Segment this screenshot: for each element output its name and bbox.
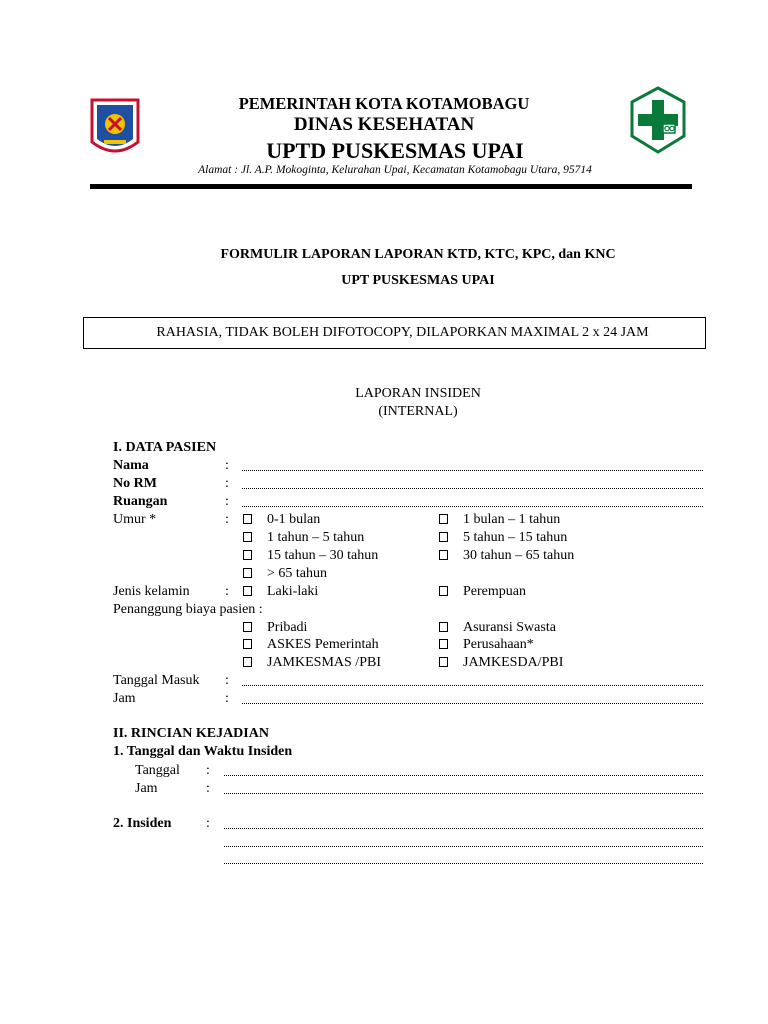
checkbox-icon (439, 514, 448, 524)
colon: : (206, 816, 210, 831)
nama-label: Nama (113, 458, 149, 473)
insiden-field-line[interactable] (224, 827, 703, 829)
report-title: LAPORAN INSIDEN (355, 386, 481, 401)
institution-address: Alamat : Jl. A.P. Mokoginta, Kelurahan Upai, Kecamatan Kotamobagu Utara, 95714 (198, 164, 592, 176)
nama-field[interactable] (242, 469, 703, 471)
biaya-option[interactable]: JAMKESDA/PBI (439, 654, 563, 672)
confidential-notice: RAHASIA, TIDAK BOLEH DIFOTOCOPY, DILAPORKAN MAXIMAL 2 x 24 JAM (83, 317, 706, 349)
umur-label: Umur * (113, 512, 157, 527)
insiden-field-line[interactable] (224, 845, 703, 847)
jam-masuk-field[interactable] (242, 702, 703, 704)
colon: : (225, 691, 229, 706)
section-1-heading: I. DATA PASIEN (113, 440, 217, 455)
umur-option[interactable]: 0-1 bulan (243, 511, 320, 529)
tanggal-masuk-field[interactable] (242, 684, 703, 686)
checkbox-icon (243, 657, 252, 667)
form-title: FORMULIR LAPORAN LAPORAN KTD, KTC, KPC, dan KNC (220, 247, 616, 262)
jam-insiden-label: Jam (135, 781, 158, 796)
item-2-insiden-label: 2. Insiden (113, 816, 172, 831)
colon: : (225, 584, 229, 599)
umur-option[interactable]: 1 bulan – 1 tahun (439, 511, 560, 529)
department-name: DINAS KESEHATAN (293, 114, 475, 135)
colon: : (225, 458, 229, 473)
biaya-option[interactable]: JAMKESMAS /PBI (243, 654, 381, 672)
umur-option[interactable]: 1 tahun – 5 tahun (243, 529, 364, 547)
ruangan-field[interactable] (242, 505, 703, 507)
biaya-label: Penanggung biaya pasien : (113, 602, 263, 617)
checkbox-icon (439, 622, 448, 632)
checkbox-icon (243, 550, 252, 560)
colon: : (206, 781, 210, 796)
umur-option[interactable]: 5 tahun – 15 tahun (439, 529, 567, 547)
checkbox-icon (243, 532, 252, 542)
checkbox-icon (439, 586, 448, 596)
jam-insiden-field[interactable] (224, 792, 703, 794)
checkbox-icon (439, 639, 448, 649)
norm-label: No RM (113, 476, 157, 491)
form-subtitle: UPT PUSKESMAS UPAI (341, 273, 495, 288)
umur-option[interactable]: 15 tahun – 30 tahun (243, 547, 378, 565)
biaya-option[interactable]: Pribadi (243, 619, 307, 637)
puskesmas-logo-icon (630, 86, 686, 154)
government-name: PEMERINTAH KOTA KOTAMOBAGU (238, 94, 530, 113)
colon: : (225, 673, 229, 688)
tanggal-insiden-field[interactable] (224, 774, 703, 776)
umur-option[interactable]: > 65 tahun (243, 565, 327, 583)
checkbox-icon (243, 639, 252, 649)
checkbox-icon (439, 532, 448, 542)
tanggal-masuk-label: Tanggal Masuk (113, 673, 200, 688)
ruangan-label: Ruangan (113, 494, 168, 509)
jk-option[interactable]: Perempuan (439, 583, 526, 601)
colon: : (225, 476, 229, 491)
biaya-option[interactable]: ASKES Pemerintah (243, 636, 379, 654)
section-2-heading: II. RINCIAN KEJADIAN (113, 726, 269, 741)
institution-name: UPTD PUSKESMAS UPAI (266, 138, 524, 163)
report-subtitle: (INTERNAL) (378, 404, 458, 419)
tanggal-insiden-label: Tanggal (135, 763, 180, 778)
checkbox-icon (439, 657, 448, 667)
jk-label: Jenis kelamin (113, 584, 190, 599)
checkbox-icon (439, 550, 448, 560)
biaya-option[interactable]: Asuransi Swasta (439, 619, 556, 637)
colon: : (225, 512, 229, 527)
norm-field[interactable] (242, 487, 703, 489)
umur-option[interactable]: 30 tahun – 65 tahun (439, 547, 574, 565)
checkbox-icon (243, 622, 252, 632)
colon: : (206, 763, 210, 778)
jam-masuk-label: Jam (113, 691, 136, 706)
letterhead-divider (90, 184, 692, 189)
colon: : (225, 494, 229, 509)
checkbox-icon (243, 586, 252, 596)
jk-option[interactable]: Laki-laki (243, 583, 318, 601)
biaya-option[interactable]: Perusahaan* (439, 636, 534, 654)
item-1-heading: 1. Tanggal dan Waktu Insiden (113, 744, 293, 759)
checkbox-icon (243, 568, 252, 578)
checkbox-icon (243, 514, 252, 524)
insiden-field-line[interactable] (224, 862, 703, 864)
